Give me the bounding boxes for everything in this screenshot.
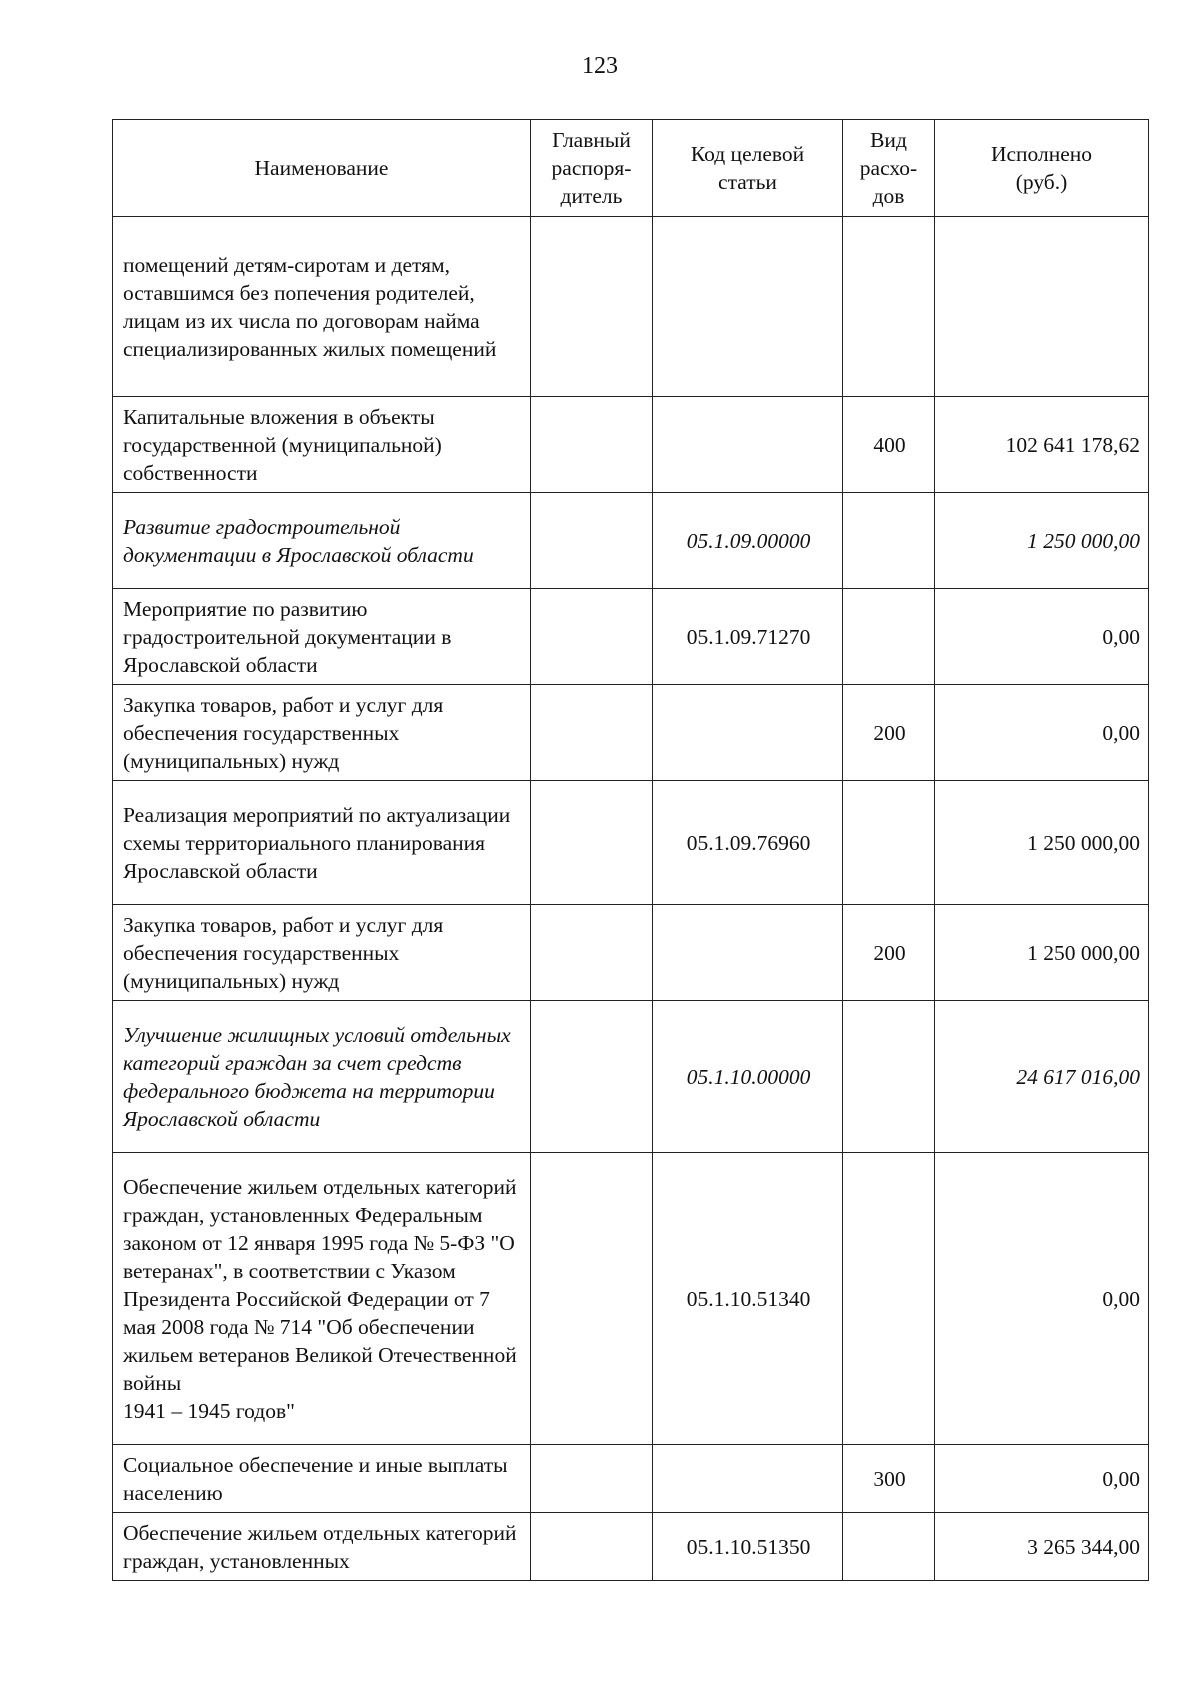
row-name: помещений детям-сиротам и детям, оставшимся без попечения родителей, лицам из их числа по договорам найма специализированных жилых помещений: [113, 217, 531, 397]
row-name: Развитие градостроительной документации в Ярославской области: [113, 493, 531, 589]
row-amount: 24 617 016,00: [935, 1001, 1149, 1153]
row-manager: [531, 1445, 653, 1513]
row-manager: [531, 685, 653, 781]
header-manager: Главный распоря-дитель: [531, 120, 653, 217]
header-amount: Исполнено (руб.): [935, 120, 1149, 217]
header-kind: Вид расхо-дов: [843, 120, 935, 217]
row-kind: [843, 493, 935, 589]
row-amount: 1 250 000,00: [935, 493, 1149, 589]
row-kind: [843, 589, 935, 685]
row-manager: [531, 1513, 653, 1581]
row-amount: 0,00: [935, 1153, 1149, 1445]
row-manager: [531, 905, 653, 1001]
table-row: [113, 1001, 1149, 1153]
table-row: [113, 217, 1149, 397]
row-code: 05.1.09.00000: [653, 493, 843, 589]
row-name: Закупка товаров, работ и услуг для обеспечения государственных (муниципальных) нужд: [113, 685, 531, 781]
table-row: [113, 397, 1149, 493]
table-row: [113, 1445, 1149, 1513]
table-header-row: [113, 120, 1149, 217]
row-kind: 200: [843, 685, 935, 781]
row-name: Улучшение жилищных условий отдельных категорий граждан за счет средств федерального бюджета на территории Ярославской области: [113, 1001, 531, 1153]
row-code: 05.1.09.71270: [653, 589, 843, 685]
table-row: [113, 589, 1149, 685]
row-kind: [843, 217, 935, 397]
row-manager: [531, 217, 653, 397]
row-code: [653, 1445, 843, 1513]
row-amount: 1 250 000,00: [935, 781, 1149, 905]
row-kind: [843, 1513, 935, 1581]
row-manager: [531, 493, 653, 589]
row-name: Мероприятие по развитию градостроительной документации в Ярославской области: [113, 589, 531, 685]
row-amount: 0,00: [935, 685, 1149, 781]
table-row: [113, 493, 1149, 589]
row-manager: [531, 781, 653, 905]
row-name: Социальное обеспечение и иные выплаты населению: [113, 1445, 531, 1513]
row-amount: 0,00: [935, 1445, 1149, 1513]
row-kind: [843, 781, 935, 905]
row-code: [653, 397, 843, 493]
row-kind: 400: [843, 397, 935, 493]
row-kind: 300: [843, 1445, 935, 1513]
row-amount: [935, 217, 1149, 397]
row-code: [653, 685, 843, 781]
row-name: Реализация мероприятий по актуализации схемы территориального планирования Ярославской области: [113, 781, 531, 905]
table-row: [113, 905, 1149, 1001]
row-name: Капитальные вложения в объекты государственной (муниципальной) собственности: [113, 397, 531, 493]
row-manager: [531, 397, 653, 493]
table-row: [113, 781, 1149, 905]
expenditure-table: [112, 119, 1149, 1581]
row-name: Закупка товаров, работ и услуг для обеспечения государственных (муниципальных) нужд: [113, 905, 531, 1001]
row-amount: 0,00: [935, 589, 1149, 685]
row-code: 05.1.10.51350: [653, 1513, 843, 1581]
row-kind: [843, 1001, 935, 1153]
page-number: 123: [582, 53, 618, 79]
row-code: 05.1.09.76960: [653, 781, 843, 905]
row-manager: [531, 589, 653, 685]
row-manager: [531, 1153, 653, 1445]
row-manager: [531, 1001, 653, 1153]
row-code: [653, 905, 843, 1001]
table-row: [113, 1513, 1149, 1581]
row-amount: 1 250 000,00: [935, 905, 1149, 1001]
header-name: Наименование: [113, 120, 531, 217]
header-code: Код целевой статьи: [653, 120, 843, 217]
table-row: [113, 1153, 1149, 1445]
row-name: Обеспечение жильем отдельных категорий граждан, установленных: [113, 1513, 531, 1581]
row-code: [653, 217, 843, 397]
row-amount: 3 265 344,00: [935, 1513, 1149, 1581]
row-code: 05.1.10.51340: [653, 1153, 843, 1445]
table-row: [113, 685, 1149, 781]
row-amount: 102 641 178,62: [935, 397, 1149, 493]
row-code: 05.1.10.00000: [653, 1001, 843, 1153]
row-name: Обеспечение жильем отдельных категорий граждан, установленных Федеральным законом от 12 января 1995 года № 5-ФЗ "О ветеранах", в соответствии с Указом Президента Российской Федерации от 7 мая 2008 года № 714 "Об обеспечении жильем ветеранов Великой Отечественной войны 1941 – 1945 годов": [113, 1153, 531, 1445]
row-kind: 200: [843, 905, 935, 1001]
row-kind: [843, 1153, 935, 1445]
